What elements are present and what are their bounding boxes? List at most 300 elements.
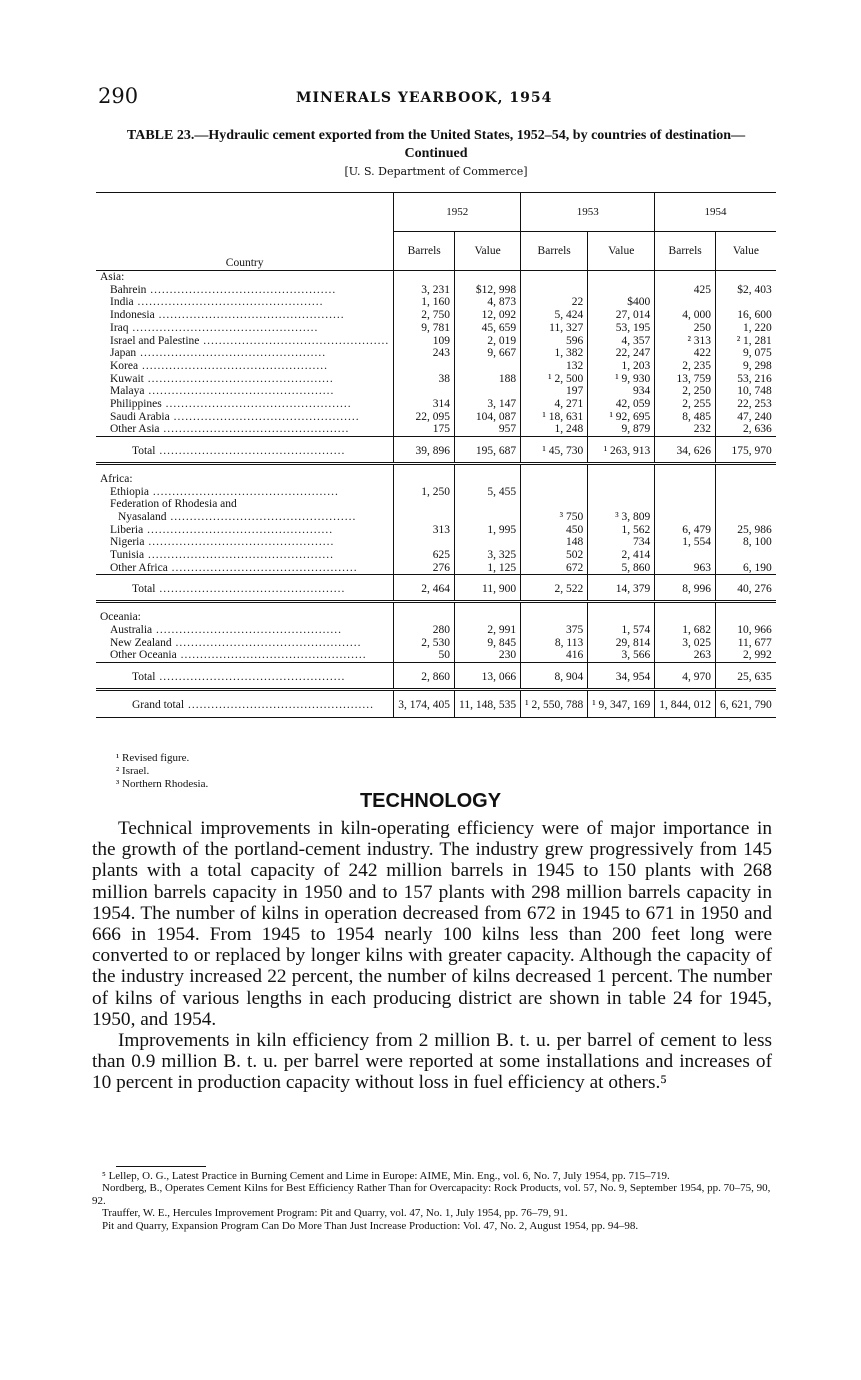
value-cell: 3, 025 (655, 637, 716, 650)
value-cell: 10, 748 (716, 385, 776, 398)
total-label (96, 662, 394, 689)
section-separator (96, 602, 776, 612)
table-title: TABLE 23.—Hydraulic cement exported from the United States, 1952–54, by countries of destination—Continued (126, 128, 746, 161)
value-cell: 2, 235 (655, 360, 716, 373)
section-heading: TECHNOLOGY (359, 790, 502, 812)
table-footnotes (116, 752, 208, 791)
value-cell: 425 (655, 284, 716, 297)
value-cell: 232 (655, 423, 716, 436)
table-row (96, 322, 776, 335)
value-cell: 4, 873 (455, 296, 521, 309)
value-cell: 27, 014 (588, 309, 655, 322)
value-cell (455, 511, 521, 524)
value-cell: 1, 125 (455, 562, 521, 575)
value-cell: 3, 325 (455, 549, 521, 562)
value-cell: $12, 998 (455, 284, 521, 297)
grand-total-value: 3, 174, 405 (394, 689, 455, 718)
total-value: 2, 860 (394, 662, 455, 689)
country-name (96, 562, 394, 575)
separator-cell (394, 463, 455, 473)
table-row (96, 498, 776, 511)
table-row (96, 360, 776, 373)
separator-cell (96, 463, 394, 473)
total-value: 4, 970 (655, 662, 716, 689)
value-cell: ² 313 (655, 335, 716, 348)
value-cell: 2, 991 (455, 624, 521, 637)
value-cell: 2, 250 (655, 385, 716, 398)
country-label: Nyasaland ..... (118, 511, 389, 524)
value-cell: 9, 879 (588, 423, 655, 436)
region-row (96, 271, 776, 284)
total-value: 40, 276 (716, 575, 776, 602)
separator-cell (588, 463, 655, 473)
country-label: Israel and Palestine ..... (110, 335, 389, 348)
year-header-1952: 1952 (394, 193, 521, 232)
value-cell: 9, 298 (716, 360, 776, 373)
separator-cell (716, 602, 776, 612)
reference: Pit and Quarry, Expansion Program Can Do More Than Just Increase Production: Vol. 47, No. 2, August 1954, pp. 94–98. (102, 1219, 639, 1232)
subheader-barrels: Barrels (521, 232, 588, 271)
page-number: 290 (98, 84, 139, 108)
empty-cell (716, 271, 776, 284)
value-cell: 1, 554 (655, 536, 716, 549)
value-cell: 1, 220 (716, 322, 776, 335)
country-name (96, 322, 394, 335)
empty-cell (655, 473, 716, 486)
country-name (96, 536, 394, 549)
empty-cell (394, 611, 455, 624)
empty-cell (455, 611, 521, 624)
value-cell: 42, 059 (588, 398, 655, 411)
reference: ⁵ Lellep, O. G., Latest Practice in Burning Cement and Lime in Europe: AIME, Min. Eng., vol. 6, No. 7, July 1954, pp. 715–719. (102, 1170, 670, 1182)
country-label: Liberia ..... (110, 524, 389, 537)
country-label: New Zealand ..... (110, 637, 389, 650)
subheader-barrels: Barrels (655, 232, 716, 271)
total-value: 8, 904 (521, 662, 588, 689)
value-cell: 2, 636 (716, 423, 776, 436)
value-cell (394, 360, 455, 373)
value-cell: 29, 814 (588, 637, 655, 650)
value-cell: 1, 562 (588, 524, 655, 537)
total-value: 13, 066 (455, 662, 521, 689)
empty-cell (588, 271, 655, 284)
empty-cell (588, 611, 655, 624)
value-cell: 1, 995 (455, 524, 521, 537)
value-cell: 957 (455, 423, 521, 436)
value-cell: 934 (588, 385, 655, 398)
country-label: India ..... (110, 296, 389, 309)
total-label-text: Total ..... (132, 671, 389, 684)
value-cell: 416 (521, 649, 588, 662)
value-cell: 45, 659 (455, 322, 521, 335)
total-row (96, 662, 776, 689)
paragraph: Technical improvements in kiln-operating efficiency were of major importance in the growth of the portland-cement industry. The industry grew progressively from 145 plants with a total capacity of 242 million barrels in 1945 to 150 plants with 268 million barrels capacity in 1950 and to 157 plants with 298 million barrels capacity in 1954. The number of kilns in operation decreased from 672 in 1945 to 671 in 1950 and 666 in 1954. From 1945 to 1954 nearly 100 kilns less than 200 feet long were converted to or replaced by longer kilns with greater capacity. Although the capacity of the industry increased 22 percent, the number of kilns decreased 1 percent. The number of kilns of various lengths in each producing district are shown in table 24 for 1945, 1950, and 1954. (92, 818, 772, 1030)
total-value: 2, 522 (521, 575, 588, 602)
value-cell: 5, 860 (588, 562, 655, 575)
empty-cell (655, 498, 716, 511)
value-cell (716, 549, 776, 562)
running-title: MINERALS YEARBOOK, 1954 (296, 90, 553, 106)
value-cell: 8, 113 (521, 637, 588, 650)
table-row (96, 649, 776, 662)
value-cell: 53, 216 (716, 373, 776, 386)
country-name (96, 296, 394, 309)
table-row (96, 562, 776, 575)
value-cell (521, 486, 588, 499)
value-cell: $400 (588, 296, 655, 309)
value-cell: 2, 530 (394, 637, 455, 650)
value-cell: 22, 247 (588, 347, 655, 360)
value-cell: 243 (394, 347, 455, 360)
value-cell: 1, 203 (588, 360, 655, 373)
country-name (96, 624, 394, 637)
reference: Trauffer, W. E., Hercules Improvement Program: Pit and Quarry, vol. 47, No. 1, July 1954, pp. 76–79, 91. (102, 1207, 568, 1220)
country-column-header: Country (96, 193, 394, 271)
footnote-rule (116, 1166, 206, 1167)
value-cell: 25, 986 (716, 524, 776, 537)
country-name (96, 486, 394, 499)
country-label: Australia ..... (110, 624, 389, 637)
value-cell: 1, 574 (588, 624, 655, 637)
grand-total-value: 6, 621, 790 (716, 689, 776, 718)
value-cell (655, 296, 716, 309)
value-cell: 734 (588, 536, 655, 549)
empty-cell (394, 498, 455, 511)
country-name (96, 524, 394, 537)
value-cell: 53, 195 (588, 322, 655, 335)
country-name (96, 649, 394, 662)
value-cell: 230 (455, 649, 521, 662)
country-label: Other Oceania ..... (110, 649, 389, 662)
empty-cell (716, 611, 776, 624)
country-name (96, 309, 394, 322)
country-name (96, 373, 394, 386)
value-cell: 38 (394, 373, 455, 386)
country-name (96, 511, 394, 524)
country-label: Saudi Arabia ..... (110, 411, 389, 424)
total-value: 11, 900 (455, 575, 521, 602)
export-table (96, 192, 776, 718)
value-cell: 197 (521, 385, 588, 398)
value-cell: 450 (521, 524, 588, 537)
separator-cell (521, 602, 588, 612)
country-name (96, 360, 394, 373)
table-row (96, 398, 776, 411)
table-row (96, 549, 776, 562)
value-cell: ³ 3, 809 (588, 511, 655, 524)
value-cell: 263 (655, 649, 716, 662)
value-cell: 2, 019 (455, 335, 521, 348)
table-row (96, 536, 776, 549)
value-cell: 375 (521, 624, 588, 637)
country-label: Japan ..... (110, 347, 389, 360)
value-cell: ¹ 9, 930 (588, 373, 655, 386)
value-cell: 11, 327 (521, 322, 588, 335)
total-label-text: Total ..... (132, 445, 389, 458)
total-value: ¹ 45, 730 (521, 437, 588, 464)
empty-cell (521, 611, 588, 624)
region-label: Asia: (100, 271, 125, 283)
value-cell: 313 (394, 524, 455, 537)
separator-cell (455, 463, 521, 473)
table-body (96, 271, 776, 718)
separator-cell (588, 602, 655, 612)
footnote: ¹ Revised figure. (116, 752, 190, 764)
table-source: [U. S. Department of Commerce] (344, 165, 528, 178)
table-row (96, 637, 776, 650)
footnote: ² Israel. (116, 765, 150, 777)
country-name (96, 385, 394, 398)
total-value: 34, 626 (655, 437, 716, 464)
value-cell: 4, 000 (655, 309, 716, 322)
table-row (96, 296, 776, 309)
separator-cell (96, 602, 394, 612)
value-cell (394, 511, 455, 524)
table-row (96, 309, 776, 322)
table-row (96, 423, 776, 436)
value-cell (716, 486, 776, 499)
country-name (96, 423, 394, 436)
country-label: Indonesia ..... (110, 309, 389, 322)
total-value: ¹ 263, 913 (588, 437, 655, 464)
total-row (96, 437, 776, 464)
value-cell (655, 549, 716, 562)
total-value: 25, 635 (716, 662, 776, 689)
value-cell: 47, 240 (716, 411, 776, 424)
value-cell: 963 (655, 562, 716, 575)
country-label: Other Africa ..... (110, 562, 389, 575)
value-cell: ¹ 92, 695 (588, 411, 655, 424)
separator-cell (455, 602, 521, 612)
empty-cell (588, 498, 655, 511)
value-cell: 625 (394, 549, 455, 562)
country-label: Ethiopia ..... (110, 486, 389, 499)
value-cell (455, 385, 521, 398)
grand-total-value: 11, 148, 535 (455, 689, 521, 718)
value-cell: 4, 271 (521, 398, 588, 411)
value-cell: 22, 253 (716, 398, 776, 411)
value-cell: 276 (394, 562, 455, 575)
value-cell: 1, 248 (521, 423, 588, 436)
value-cell: 9, 075 (716, 347, 776, 360)
separator-cell (716, 463, 776, 473)
value-cell (521, 284, 588, 297)
empty-cell (455, 473, 521, 486)
value-cell: 9, 845 (455, 637, 521, 650)
value-cell (394, 385, 455, 398)
value-cell: 1, 160 (394, 296, 455, 309)
value-cell: 314 (394, 398, 455, 411)
value-cell: ³ 750 (521, 511, 588, 524)
table-row (96, 511, 776, 524)
value-cell: 9, 667 (455, 347, 521, 360)
table-row (96, 624, 776, 637)
value-cell (716, 296, 776, 309)
country-label: Kuwait ..... (110, 373, 389, 386)
year-header-1954: 1954 (655, 193, 776, 232)
section-separator (96, 463, 776, 473)
total-value: 34, 954 (588, 662, 655, 689)
subheader-value: Value (588, 232, 655, 271)
empty-cell (521, 473, 588, 486)
value-cell: 1, 382 (521, 347, 588, 360)
empty-cell (455, 271, 521, 284)
empty-cell (716, 498, 776, 511)
paragraph: Improvements in kiln efficiency from 2 million B. t. u. per barrel of cement to less than 0.9 million B. t. u. per barrel were reported at some installations and increases of 10 percent in production capacity without loss in fuel efficiency at others.⁵ (92, 1030, 772, 1094)
value-cell: 672 (521, 562, 588, 575)
table-row (96, 284, 776, 297)
empty-cell (394, 271, 455, 284)
country-label: Iraq ..... (110, 322, 389, 335)
grand-total-label-text: Grand total ..... (132, 699, 389, 712)
total-value: 8, 996 (655, 575, 716, 602)
value-cell: 3, 566 (588, 649, 655, 662)
empty-cell (588, 473, 655, 486)
total-value: 2, 464 (394, 575, 455, 602)
empty-cell (394, 473, 455, 486)
value-cell: 3, 147 (455, 398, 521, 411)
subheader-barrels: Barrels (394, 232, 455, 271)
value-cell (716, 511, 776, 524)
empty-cell (521, 271, 588, 284)
references (92, 1170, 772, 1232)
country-label: Korea ..... (110, 360, 389, 373)
grand-total-row (96, 689, 776, 718)
value-cell (655, 511, 716, 524)
country-name: Federation of Rhodesia and (110, 498, 237, 511)
value-cell: 502 (521, 549, 588, 562)
reference: Nordberg, B., Operates Cement Kilns for Best Efficiency Rather Than for Overcapacity: Rock Products, vol. 57, No. 9, September 1954, pp. 70–75, 90, 92. (92, 1182, 771, 1207)
total-label-text: Total ..... (132, 583, 389, 596)
value-cell: 22 (521, 296, 588, 309)
value-cell: ² 1, 281 (716, 335, 776, 348)
table-row (96, 486, 776, 499)
value-cell: 12, 092 (455, 309, 521, 322)
region-label: Oceania: (100, 611, 141, 624)
footnote: ³ Northern Rhodesia. (116, 778, 209, 790)
value-cell (588, 486, 655, 499)
value-cell: 50 (394, 649, 455, 662)
total-label (96, 437, 394, 464)
value-cell: $2, 403 (716, 284, 776, 297)
value-cell: 22, 095 (394, 411, 455, 424)
total-value: 195, 687 (455, 437, 521, 464)
running-head (98, 84, 778, 114)
value-cell: 11, 677 (716, 637, 776, 650)
value-cell: 132 (521, 360, 588, 373)
table-row (96, 385, 776, 398)
value-cell: 5, 424 (521, 309, 588, 322)
value-cell (655, 486, 716, 499)
table-row (96, 411, 776, 424)
country-label: Other Asia ..... (110, 423, 389, 436)
total-label (96, 575, 394, 602)
value-cell: 250 (655, 322, 716, 335)
subheader-value: Value (716, 232, 776, 271)
country-name (96, 411, 394, 424)
value-cell: 596 (521, 335, 588, 348)
separator-cell (394, 602, 455, 612)
separator-cell (655, 463, 716, 473)
value-cell: 109 (394, 335, 455, 348)
region-label: Africa: (100, 472, 133, 485)
empty-cell (655, 611, 716, 624)
country-name (96, 335, 394, 348)
value-cell (455, 360, 521, 373)
table-row (96, 373, 776, 386)
subheader-value: Value (455, 232, 521, 271)
grand-total-value: ¹ 9, 347, 169 (588, 689, 655, 718)
value-cell: 4, 357 (588, 335, 655, 348)
value-cell: 6, 190 (716, 562, 776, 575)
value-cell: 8, 100 (716, 536, 776, 549)
value-cell: 8, 485 (655, 411, 716, 424)
value-cell: 1, 250 (394, 486, 455, 499)
country-name (96, 398, 394, 411)
empty-cell (655, 271, 716, 284)
value-cell: 9, 781 (394, 322, 455, 335)
total-row (96, 575, 776, 602)
year-header-1953: 1953 (521, 193, 655, 232)
value-cell: 2, 414 (588, 549, 655, 562)
value-cell: 188 (455, 373, 521, 386)
country-name (96, 347, 394, 360)
value-cell: 422 (655, 347, 716, 360)
country-name (96, 549, 394, 562)
empty-cell (455, 498, 521, 511)
value-cell: 1, 682 (655, 624, 716, 637)
region-row (96, 611, 776, 624)
value-cell (455, 536, 521, 549)
value-cell: ¹ 18, 631 (521, 411, 588, 424)
value-cell: 2, 255 (655, 398, 716, 411)
country-label: Nigeria ..... (110, 536, 389, 549)
value-cell: 2, 992 (716, 649, 776, 662)
value-cell: 2, 750 (394, 309, 455, 322)
value-cell: 10, 966 (716, 624, 776, 637)
country-label: Malaya ..... (110, 385, 389, 398)
total-value: 14, 379 (588, 575, 655, 602)
region-row (96, 473, 776, 486)
table-row (96, 347, 776, 360)
value-cell: 175 (394, 423, 455, 436)
separator-cell (655, 602, 716, 612)
value-cell: 280 (394, 624, 455, 637)
country-name (96, 284, 394, 297)
body-text (92, 818, 772, 1094)
grand-total-value: 1, 844, 012 (655, 689, 716, 718)
country-label: Philippines ..... (110, 398, 389, 411)
value-cell: 5, 455 (455, 486, 521, 499)
total-value: 175, 970 (716, 437, 776, 464)
empty-cell (521, 498, 588, 511)
empty-cell (716, 473, 776, 486)
value-cell: 3, 231 (394, 284, 455, 297)
country-label: Bahrein ..... (110, 284, 389, 297)
value-cell: 148 (521, 536, 588, 549)
country-name (96, 637, 394, 650)
table-row (96, 524, 776, 537)
table-row (96, 335, 776, 348)
value-cell: 6, 479 (655, 524, 716, 537)
value-cell: 16, 600 (716, 309, 776, 322)
country-label: Tunisia ..... (110, 549, 389, 562)
value-cell: ¹ 2, 500 (521, 373, 588, 386)
value-cell: 13, 759 (655, 373, 716, 386)
total-value: 39, 896 (394, 437, 455, 464)
value-cell: 104, 087 (455, 411, 521, 424)
value-cell (394, 536, 455, 549)
